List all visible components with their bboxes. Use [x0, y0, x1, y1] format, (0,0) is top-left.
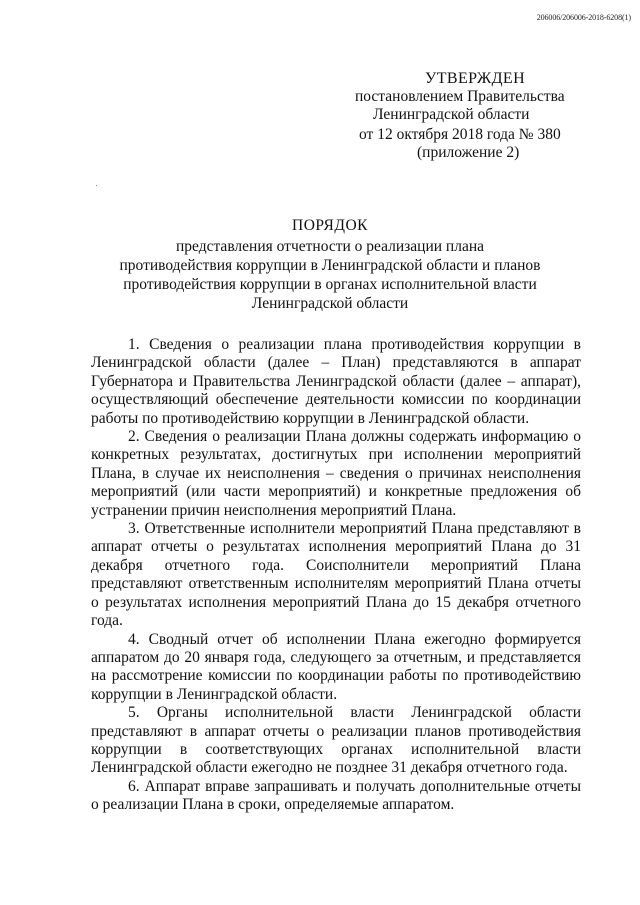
approval-block: [355, 70, 615, 162]
heading-title: ПОРЯДОК: [292, 217, 368, 234]
approval-date: от 12 октября 2018 года № 380: [359, 126, 561, 143]
paragraph: 2. Сведения о реализации Плана должны содержать информацию о конкретных результатах, достигнутых при исполнении мероприятий Плана, в случае их неисполнения – сведения о причинах неисполнения мероприятий (или части мероприятий) и конкретные предложения об устранении причин неисполнения мероприятий Плана.: [91, 428, 581, 519]
approval-line: постановлением Правительства: [355, 88, 565, 105]
scan-speck: [96, 185, 97, 186]
heading-subtitle-line: противодействия коррупции в органах исполнительной власти: [123, 276, 537, 293]
heading-subtitle-line: Ленинградской области: [251, 295, 409, 312]
approval-appendix: (приложение 2): [417, 144, 520, 161]
approval-line: Ленинградской области: [373, 106, 530, 123]
heading-subtitle-line: противодействия коррупции в Ленинградской области и планов: [119, 257, 541, 274]
paragraph: 4. Сводный отчет об исполнении Плана ежегодно формируется аппаратом до 20 января года, следующего за отчетным, и представляется на рассмотрение комиссии по координации работы по противодействию коррупции в Ленинградской области.: [91, 630, 581, 703]
document-body: [91, 336, 581, 815]
paragraph: 3. Ответственные исполнители мероприятий Плана представляют в аппарат отчеты о результатах исполнения мероприятий Плана до 31 декабря отчетного года. Соисполнители мероприятий Плана представляют ответственным исполнителям мероприятий Плана отчеты о результатах исполнения мероприятий Плана до 15 декабря отчетного года.: [91, 520, 581, 630]
paragraph: 1. Сведения о реализации плана противодействия коррупции в Ленинградской области (далее – План) представляются в аппарат Губернатора и Правительства Ленинградской области (далее – аппарат), осуществляющий обеспечение деятельности комиссии по координации работы по противодействию коррупции в Ленинградской области.: [91, 336, 581, 427]
approval-title: УТВЕРЖДЕН: [425, 70, 526, 87]
document-id: 206006/206006-2018-6208(1): [536, 13, 631, 22]
heading-subtitle-line: представления отчетности о реализации плана: [175, 238, 484, 255]
paragraph: 5. Органы исполнительной власти Ленинградской области представляют в аппарат отчеты о реализации планов противодействия коррупции в соответствующих органах исполнительной власти Ленинградской области ежегодно не позднее 31 декабря отчетного года.: [91, 704, 581, 777]
document-heading: [100, 216, 560, 313]
paragraph: 6. Аппарат вправе запрашивать и получать дополнительные отчеты о реализации Плана в сроки, определяемые аппаратом.: [91, 777, 581, 814]
